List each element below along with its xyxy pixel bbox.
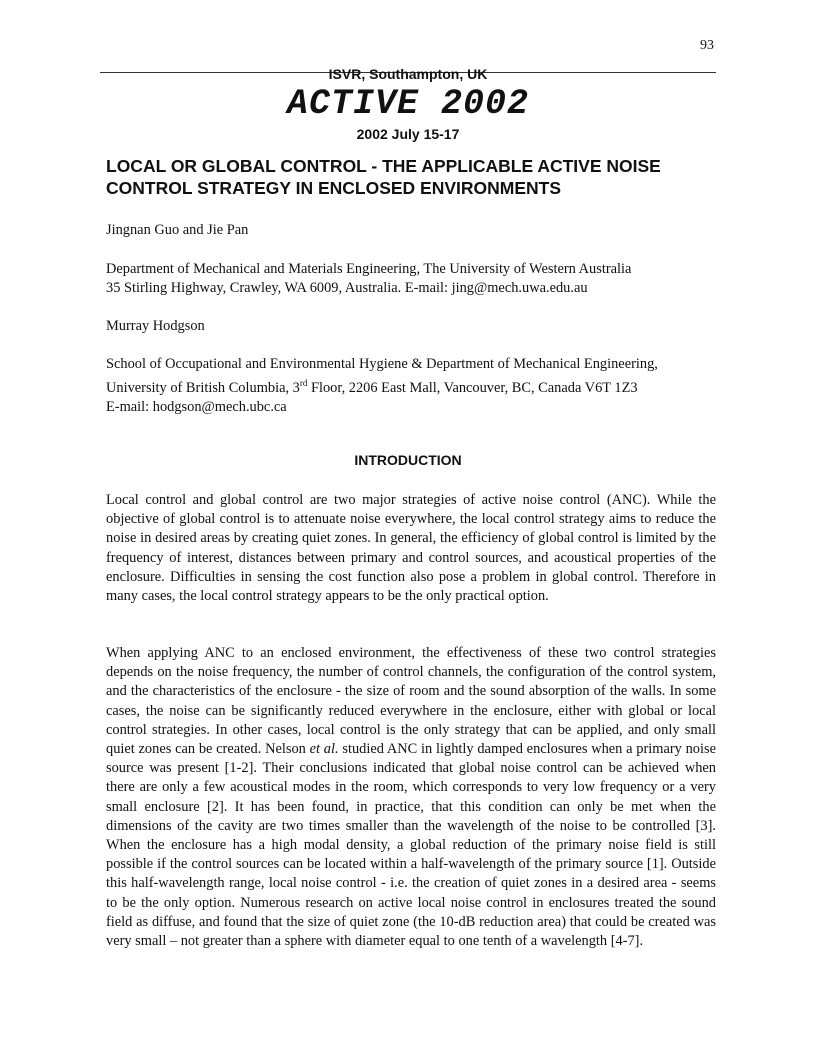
affiliation-1 bbox=[106, 260, 716, 298]
paper-title-line-2: CONTROL STRATEGY IN ENCLOSED ENVIRONMENTS bbox=[106, 178, 562, 198]
paragraph-2-emphasis: et al. bbox=[309, 741, 339, 758]
affiliation-1-line-1: Department of Mechanical and Materials Engineering, The University of Western Australia bbox=[106, 261, 632, 277]
affiliation-2-line-1: School of Occupational and Environmental Hygiene & Department of Mechanical Engineering, bbox=[106, 356, 658, 372]
paragraph-2-part-2: studied ANC in lightly damped enclosures when a primary noise source was present [1-2]. Their conclusions indicated that global noise control can be achieved when there are only a few acoustical modes in the room, which corresponds to very low frequency or a very small enclosure [2]. It has been found, in practice, that this condition can only be met when the dimensions of the cavity are two times smaller than the wavelength of the noise to be controlled [3]. When the enclosure has a high modal density, a global reduction of the primary noise field is still possible if the control sources can be located within a half-wavelength of the primary source [1]. Outside this half-wavelength range, local noise control - i.e. the creation of quiet zones in a desired area - seems to be the only option. Numerous research on active local noise control in enclosures treated the sound field as diffuse, and found that the size of quiet zone (the 10-dB reduction area) that could be created was very small – not greater than a sphere with diameter equal to one tenth of a wavelength [4-7]. bbox=[106, 741, 716, 950]
paragraph-2-part-1: When applying ANC to an enclosed environment, the effectiveness of these two control strategies depends on the noise frequency, the number of control channels, the configuration of the control system, and the characteristics of the enclosure - the size of room and the sound absorption of the walls. In some cases, the noise can be significantly reduced everywhere in the enclosure, either with global or local control strategies. In other cases, local control is the only strategy that can be applied, and only small quiet zones can be created. Nelson bbox=[106, 645, 716, 758]
paper-title-line-1: LOCAL OR GLOBAL CONTROL - THE APPLICABLE ACTIVE NOISE bbox=[106, 156, 661, 176]
authors-group-1: Jingnan Guo and Jie Pan bbox=[106, 222, 249, 238]
authors-group-2: Murray Hodgson bbox=[106, 318, 205, 334]
paper-title bbox=[106, 155, 716, 199]
page-number: 93 bbox=[700, 38, 714, 53]
conference-location: ISVR, Southampton, UK bbox=[328, 66, 488, 82]
section-heading: INTRODUCTION bbox=[354, 452, 462, 468]
affiliation-2-line-2-start: University of British Columbia, 3 bbox=[106, 380, 300, 396]
affiliation-2 bbox=[106, 355, 716, 417]
conference-dates: 2002 July 15-17 bbox=[356, 126, 460, 142]
paragraph-1: Local control and global control are two major strategies of active noise control (ANC). While the objective of global control is to attenuate noise everywhere, the local control strategy aims to reduce the noise in desired areas by creating quiet zones. In general, the efficiency of global control is limited by the frequency of interest, distances between primary and control sources, and acoustical properties of the enclosure. Difficulties in sensing the cost function also pose a problem in global control. Therefore in many cases, the local control strategy appears to be the only practical option. bbox=[106, 492, 716, 605]
paragraph-2 bbox=[106, 644, 716, 951]
affiliation-1-line-2: 35 Stirling Highway, Crawley, WA 6009, Australia. E-mail: jing@mech.uwa.edu.au bbox=[106, 280, 588, 297]
ordinal-suffix: rd bbox=[299, 378, 308, 389]
affiliation-2-line-3: E-mail: hodgson@mech.ubc.ca bbox=[106, 399, 287, 416]
affiliation-2-line-2 bbox=[106, 374, 716, 398]
affiliation-2-line-2-end: Floor, 2206 East Mall, Vancouver, BC, Canada V6T 1Z3 bbox=[307, 380, 638, 396]
conference-name: ACTIVE 2002 bbox=[286, 84, 530, 124]
